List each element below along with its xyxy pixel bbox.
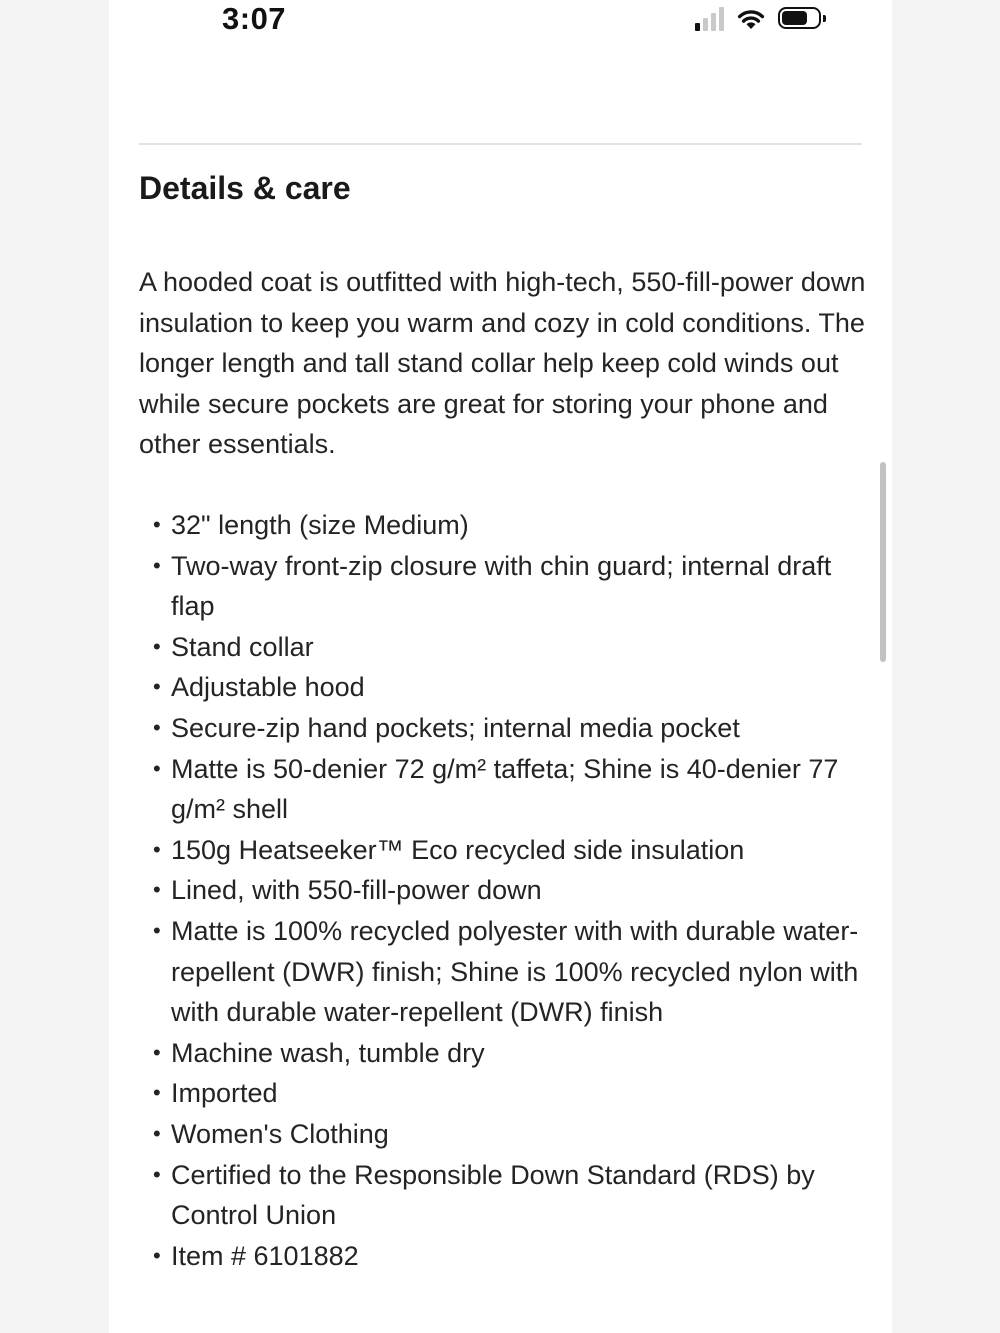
battery-icon	[778, 7, 826, 31]
detail-list-item: • Certified to the Responsible Down Standard (RDS) by Control Union	[139, 1155, 869, 1236]
section-divider	[139, 143, 862, 145]
phone-screen	[109, 0, 892, 1333]
cellular-signal-icon	[695, 7, 724, 31]
detail-list-item: • Imported	[139, 1073, 869, 1114]
detail-list-item: • Adjustable hood	[139, 667, 869, 708]
status-icons	[695, 5, 826, 33]
detail-list-item: • 150g Heatseeker™ Eco recycled side insulation	[139, 830, 869, 871]
detail-list-item: • 32" length (size Medium)	[139, 505, 869, 546]
details-care-heading: Details & care	[139, 170, 351, 206]
wifi-icon	[736, 7, 766, 31]
product-details-list	[139, 505, 869, 1276]
detail-list-item: • Item # 6101882	[139, 1236, 869, 1277]
detail-list-item: • Machine wash, tumble dry	[139, 1033, 869, 1074]
status-bar	[109, 0, 892, 40]
detail-list-item: • Matte is 100% recycled polyester with with durable water-repellent (DWR) finish; Shine is 100% recycled nylon with with durable water-repellent (DWR) finish	[139, 911, 869, 1033]
product-description: A hooded coat is outfitted with high-tech, 550-fill-power down insulation to keep you warm and cozy in cold conditions. The longer length and tall stand collar help keep cold winds out while secure pockets are great for storing your phone and other essentials.	[139, 267, 866, 460]
detail-list-item: • Secure-zip hand pockets; internal media pocket	[139, 708, 869, 749]
detail-list-item: • Stand collar	[139, 627, 869, 668]
detail-list-item: • Two-way front-zip closure with chin guard; internal draft flap	[139, 546, 869, 627]
scrollbar-thumb[interactable]	[880, 462, 886, 662]
detail-list-item: • Women's Clothing	[139, 1114, 869, 1155]
detail-list-item: • Matte is 50-denier 72 g/m² taffeta; Shine is 40-denier 77 g/m² shell	[139, 749, 869, 830]
detail-list-item: • Lined, with 550-fill-power down	[139, 870, 869, 911]
status-time: 3:07	[222, 1, 287, 36]
